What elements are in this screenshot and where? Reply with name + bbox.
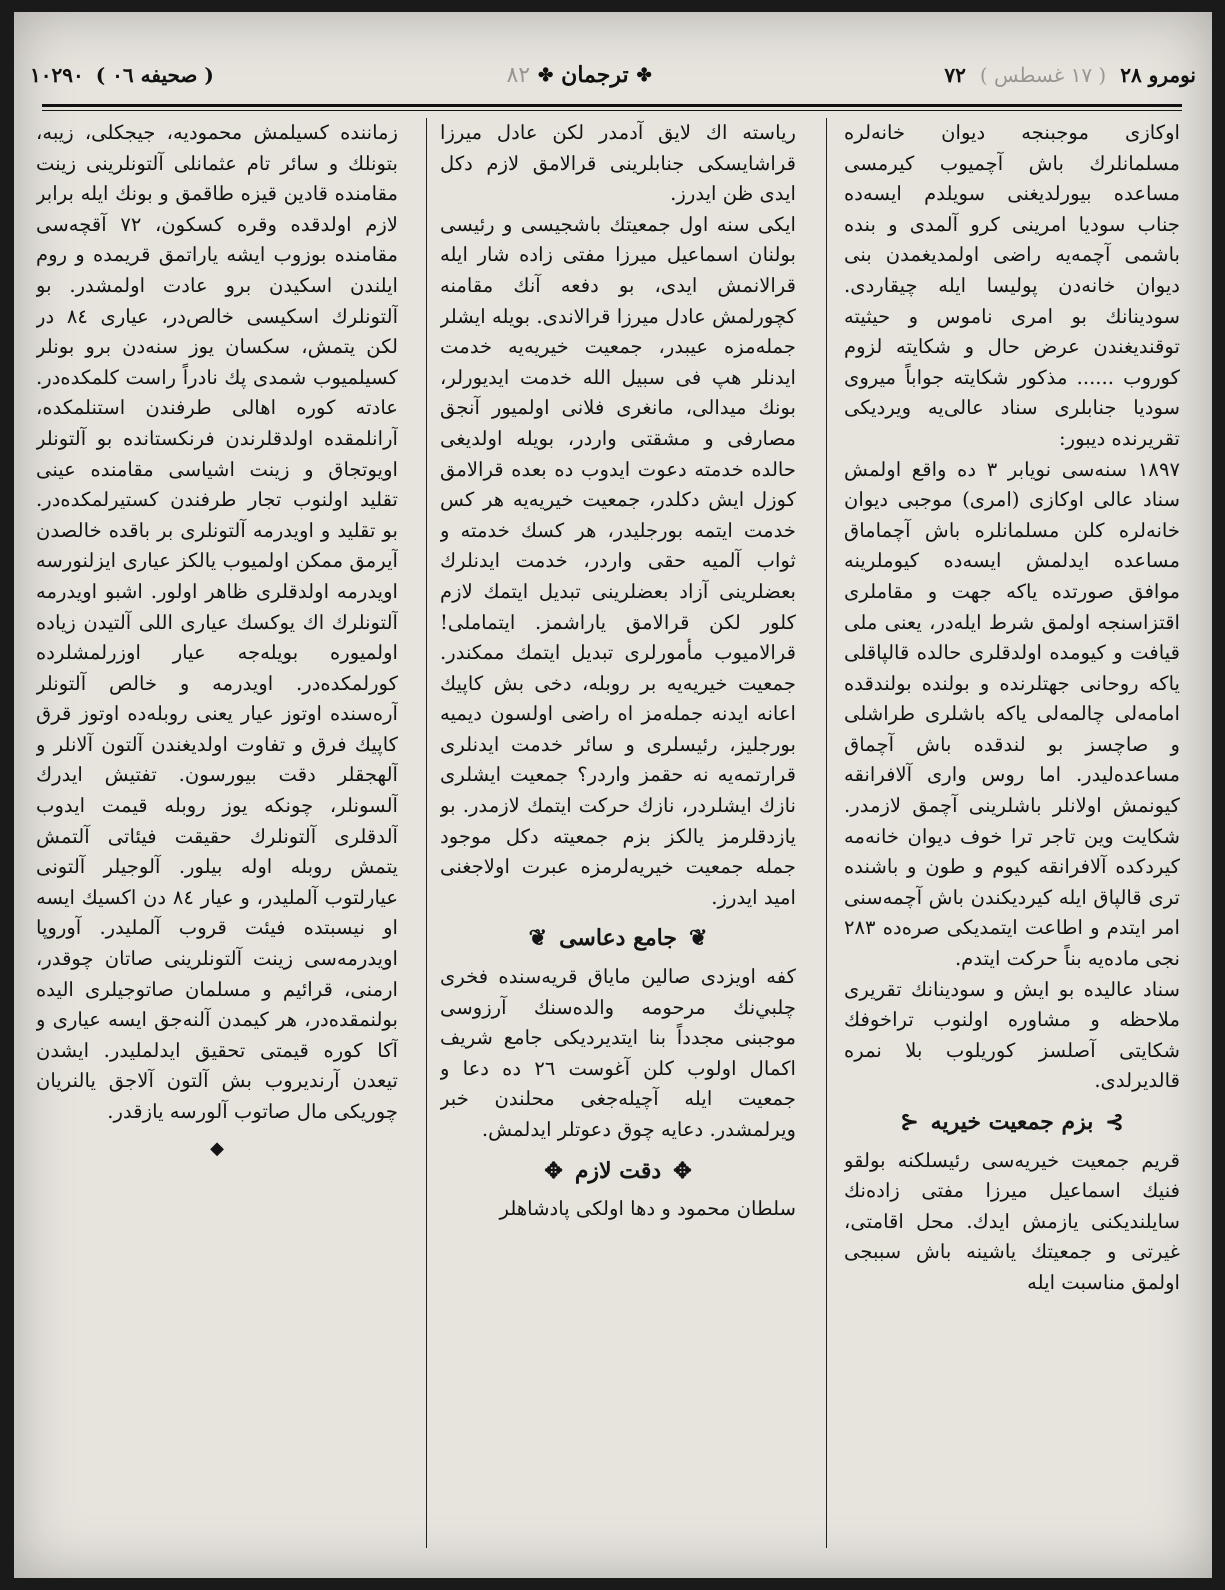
section-title: دقت لازم [574,1157,662,1184]
column-right [844,118,1180,1556]
issue-label: نومرو ۲۸ [1120,63,1196,87]
header-right [944,63,1196,87]
flourish-icon: ❦ [688,925,708,952]
paragraph: قريم جمعيت خيريه‌سى رئيسلكنه بولقو فنيك اسماعيل ميرزا مفتى زاده‌نك سايلنديكنى يازمش ايدك. محل اقامتى، غيرتى و جمعيتك ياشينه باش سببجى اولمق مناسبت ايله [844,1148,1180,1294]
header-left [30,63,214,87]
serial-number: ۱۰۲۹۰ [30,63,84,87]
newspaper-page [14,12,1212,1578]
column-divider [826,118,827,1548]
flourish-icon: ❦ [528,925,548,952]
issue-date: ( ۱۷ غسطس ) [979,63,1107,87]
section-title: جامع دعاسى [559,925,677,952]
page-header [30,50,1196,100]
paragraph: ايكى سنه اول جمعيتك باشجيسى و رئيسى بولنان اسماعيل ميرزا مفتى زاده شار ايله قرالانمش ايدى، بو دفعه آنك مقامنه كچورلمش عادل ميرزا قرالاندى. بويله ايشلر جمله‌مزه عيبدر، جمعيت خيريه‌يه خدمت ايدنلر هپ فى سبيل الله خدمت ايديورلر، بونك ميدالى، مانغرى فلانى اولميور آنجق مصارفى و مشقتى واردر، بويله اولديغى حالده خدمته دعوت ايدوب ده بعده قرالامق كوزل ايش دكلدر، جمعيت خيريه‌يه هر كس خدمت ايتمه بورجليدر، هر كسك خدمته و ثواب آلميه حقى واردر، خدمت ايدنلرك بعضلرينى آزاد بعضلرينى تبديل ايتمك لازم كلور لكن قرالامق ياراشمز. ايتماملى! قرالاميوب مأمورلرى تبديل ايتمك ممكندر. جمعيت خيريه‌يه بر روبله، دخى بش كاپيك اعانه ايدنه جمله‌مز اه راضى اولسون ديميه بورجليز، رئيسلرى و سائر خدمت ايدنلرى قرارتمه‌يه نه حقمز واردر؟ جمعيت ايشلرى نازك ايشلردر، نازك حركت ايتمك لازمدر. بو يازدقلرمز يالكز بزم جمعيته دكل موجود جمله جمعيت خيريه‌لرمزه عبرت اولاجغنى اميد ايدرز. [440,212,796,909]
paragraph: رياسته اك لايق آدمدر لكن عادل ميرزا قراشايسكى جنابلرينى قرالامق لازم دكل ايدى ظن ايدرز. [440,121,796,206]
header-rule [42,104,1182,111]
flourish-icon: ⊱ [1105,1109,1124,1135]
paragraph: سلطان محمود و دها اولكى پادشاهلر [499,1197,796,1221]
paper-title: ترجمان [561,62,629,88]
flourish-icon: ✥ [544,1157,563,1184]
ornament-left-icon: ✤ [538,64,554,86]
column-divider [426,118,427,1548]
page-label: ( صحيفه ۰٦ ) [95,63,214,87]
flourish-icon: ✥ [673,1157,692,1184]
header-faint-number: ۸۲ [506,62,531,88]
paragraph: اوكازى موجبنجه ديوان خانه‌لره مسلمانلرك باش آچميوب كيرمسى مساعده بيورلديغنى سويلدم ايسه‌ده جناب سوديا امرينى كرو آلمدى و بنده باشمى آچمه‌يه راضى اولمديغمدن بنى ديوان خانه‌دن پوليسا ايله چيقاردى. سودينانك بو امرى ناموس و حيثيته توقنديغندن عرض حال و شكايته لزوم كوروب ...... مذكور شكايته جواباً ميروى سوديا جنابلرى سناد عالى‌يه ويرديكى تقريرنده ديبور: [844,121,1180,450]
column-middle [440,118,796,1556]
issue-number-small: ۷۲ [944,63,966,87]
section-heading [440,923,796,954]
masthead [506,62,651,88]
paragraph: زماننده كسيلمش محموديه، جيجكلى، زيبه، بتونلك و سائر تام عثمانلى آلتونلرينى زينت مقامنده قادين قيزه طاقمق و بونك ايله برابر لازم اولدقده وقره كسكون، ٧٢ آقچه‌سى مقامنده بوزوب ايشه ياراتمق قريمده و روم ايلندن اسكيدن برو عادت اولمشدر. بو آلتونلرك اسكيسى خالص‌در، عيارى ۸٤ در لكن يتمش، سكسان يوز سنه‌دن برو بونلر كسيلميوب شمدى پك نادراً راست كلمكده‌در. عادته كوره اهالى طرفندن استنلمكده، آرانلمقده اولدقلرندن فرنكستانده بو آلتونلر اويوتجاق و زينت اشياسى مقامنده عينى تقليد اولنوب تجار طرفندن كستيرلمكده‌در. بو تقليد و اويدرمه آلتونلرى بر باقده خالصدن آيرمق ممكن اولميوب يالكز عيارى ايزلنورسه اويدرمه اولدقلرى ظاهر اولور. اشبو اويدرمه آلتونلرك اك يوكسك عيارى اللى آلتيدن زياده اولميوره بويله‌جه عيار اوزرلمشلرده كورلمكده‌در. اويدرمه و خالص آلتونلر آره‌سنده اوتوز عيار يعنى روبله‌ده اوتوز قرق كاپيك فرق و تفاوت اولديغندن آلتون آلانلر و آلهجقلر دقت بيورسون. تفتيش ايدرك آلسونلر، چونكه يوز روبله قيمت ايدوب آلدقلرى آلتونلرك حقيقت فيئاتى آلتمش يتمش روبله اوله بيلور. آلوجيلر آلتونى عيارلتوب آلمليدر، و عيار ۸٤ دن اكسيك ايسه او نيسبتده فيئت قروب آلمليدر. آوروپا اويدرمه‌سى زينت آلتونلرينى صاتان چوقدر، ارمنى، قرائيم و مسلمان صاتوجيلرى اليده بولنمقده‌در، هر كيمدن آلنه‌جق ايسه عيارى و آكا كوره قيمتى تحقيق ايدلمليدر. ايشدن تيعدن آرنديروب بش آلتون آلاجق يالنريان چوريكى مال صاتوب آلورسه يازقدر. [36,121,398,1123]
flourish-icon: ⊰ [900,1109,919,1135]
section-heading [844,1107,1180,1138]
section-title: بزم جمعيت خيريه [930,1109,1094,1135]
end-mark-icon: ◆ [210,1137,224,1159]
column-left [36,118,398,1556]
paragraph: كفه اويزدى صالين ماياق قريه‌سنده فخرى چلبي‌نك مرحومه والده‌سنك آرزوسى موجبنى مجدداً بنا ايتديرديكى جامع شريف اكمال اولوب كلن آغوست ۲٦ ده دعا و جمعيت ايله آچيله‌جغى محلندن خبر ويرلمشدر. دعايه چوق دعوتلر ايدلمش. [440,965,796,1141]
paragraph: ۱۸۹۷ سنه‌سى نويابر ۳ ده واقع اولمش سناد عالى اوكازى (امرى) موجبى ديوان خانه‌لره كلن مسلمانلره باش آچماماق مساعده ايدلمش ايسه‌ده كيوملرينه موافق صورتده ياكه جهت و مقاملرى اقتزاسنجه اولمق شرط ايله‌در، يعنى ملى قيافت و كيومده اولدقلرى حالده قالپاقلى ياكه روحانى جهتلرنده و بولنده بولندقده امامه‌لى چالمه‌لى ياكه باشلرى طراشلى و صاچسز بو لندقده باش آچماق مساعده‌ليدر. اما روس وارى آلافرانقه كيونمش اولانلر باشلرينى آچمق لازمدر. شكايت وين تاجر ترا خوف ديوان خانه‌مه كيردكده آلافرانقه كيوم و طون و باشنده ترى قالپاق ايله كيرديكندن باش آچمه‌سنى امر ايتدم و اطاعت ايتمديكى صره‌ده ۲۸۳ نجى ماده‌يه بناً حركت ايتدم. [844,457,1180,971]
paragraph: سناد عاليده بو ايش و سودينانك تقريرى ملاحظه و مشاوره اولنوب تراخوفك شكايتى آصلسز كوريلوب بلا نمره قالديرلدى. [844,977,1180,1093]
ornament-right-icon: ✤ [636,64,652,86]
section-heading [440,1156,796,1187]
